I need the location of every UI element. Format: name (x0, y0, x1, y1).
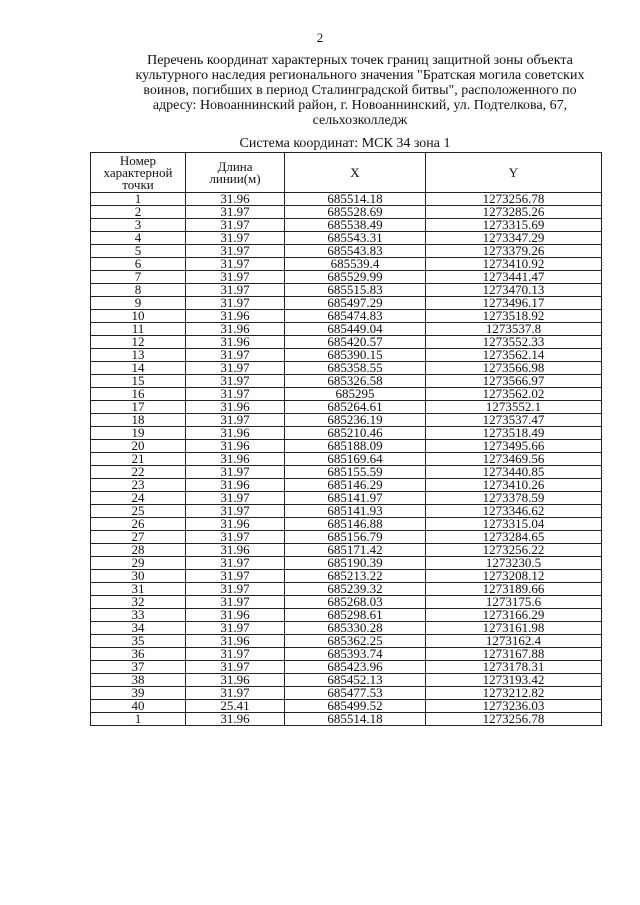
cell-x: 685188.09 (285, 440, 426, 453)
cell-y: 1273208.12 (426, 570, 602, 583)
cell-y: 1273175.6 (426, 596, 602, 609)
table-row (91, 557, 602, 570)
cell-y: 1273285.26 (426, 206, 602, 219)
table-row (91, 310, 602, 323)
cell-y: 1273410.26 (426, 479, 602, 492)
cell-x: 685499.52 (285, 700, 426, 713)
cell-point-number: 36 (91, 648, 186, 661)
cell-y: 1273189.66 (426, 583, 602, 596)
cell-x: 685423.96 (285, 661, 426, 674)
cell-y: 1273256.78 (426, 713, 602, 726)
cell-y: 1273256.22 (426, 544, 602, 557)
cell-point-number: 19 (91, 427, 186, 440)
page-number: 2 (316, 30, 324, 45)
cell-x: 685156.79 (285, 531, 426, 544)
cell-x: 685146.88 (285, 518, 426, 531)
header-y: Y (426, 153, 602, 193)
cell-line-length: 31.96 (186, 427, 285, 440)
header-length-line: Длина (217, 158, 253, 174)
cell-y: 1273469.56 (426, 453, 602, 466)
cell-x: 685169.64 (285, 453, 426, 466)
cell-point-number: 31 (91, 583, 186, 596)
cell-point-number: 12 (91, 336, 186, 349)
cell-point-number: 9 (91, 297, 186, 310)
cell-x: 685236.19 (285, 414, 426, 427)
cell-y: 1273566.98 (426, 362, 602, 375)
table-row (91, 505, 602, 518)
table-row (91, 427, 602, 440)
table-row (91, 700, 602, 713)
header-length-line: линии(м) (209, 170, 261, 186)
table-row (91, 518, 602, 531)
cell-y: 1273346.62 (426, 505, 602, 518)
cell-line-length: 31.97 (186, 505, 285, 518)
cell-line-length: 31.96 (186, 440, 285, 453)
cell-point-number: 4 (91, 232, 186, 245)
cell-x: 685514.18 (285, 713, 426, 726)
cell-x: 685474.83 (285, 310, 426, 323)
cell-line-length: 31.97 (186, 388, 285, 401)
cell-x: 685543.31 (285, 232, 426, 245)
table-row (91, 362, 602, 375)
document-title (100, 53, 620, 128)
cell-point-number: 35 (91, 635, 186, 648)
cell-point-number: 1 (91, 193, 186, 206)
cell-point-number: 29 (91, 557, 186, 570)
cell-line-length: 31.97 (186, 557, 285, 570)
cell-line-length: 31.97 (186, 596, 285, 609)
cell-point-number: 22 (91, 466, 186, 479)
cell-y: 1273178.31 (426, 661, 602, 674)
cell-line-length: 31.97 (186, 219, 285, 232)
table-row (91, 401, 602, 414)
header-point-line: точки (122, 176, 154, 192)
cell-line-length: 31.97 (186, 349, 285, 362)
cell-x: 685529.99 (285, 271, 426, 284)
header-line-length (186, 153, 285, 193)
cell-line-length: 31.96 (186, 713, 285, 726)
cell-point-number: 20 (91, 440, 186, 453)
cell-x: 685190.39 (285, 557, 426, 570)
table-row (91, 388, 602, 401)
cell-line-length: 31.97 (186, 258, 285, 271)
cell-line-length: 31.97 (186, 414, 285, 427)
title-line: культурного наследия регионального значения "Братская могила советских (135, 68, 585, 83)
cell-point-number: 1 (91, 713, 186, 726)
cell-point-number: 2 (91, 206, 186, 219)
cell-x: 685268.03 (285, 596, 426, 609)
cell-point-number: 37 (91, 661, 186, 674)
table-row (91, 245, 602, 258)
cell-point-number: 13 (91, 349, 186, 362)
table-body (91, 193, 602, 726)
cell-point-number: 27 (91, 531, 186, 544)
cell-point-number: 15 (91, 375, 186, 388)
cell-line-length: 31.97 (186, 583, 285, 596)
table-row (91, 297, 602, 310)
cell-y: 1273378.59 (426, 492, 602, 505)
cell-y: 1273162.4 (426, 635, 602, 648)
cell-line-length: 31.97 (186, 375, 285, 388)
cell-x: 685528.69 (285, 206, 426, 219)
cell-x: 685538.49 (285, 219, 426, 232)
cell-line-length: 31.96 (186, 609, 285, 622)
table-row (91, 232, 602, 245)
table-row (91, 713, 602, 726)
header-point-number (91, 153, 186, 193)
cell-y: 1273562.14 (426, 349, 602, 362)
title-line: сельхозколледж (312, 113, 408, 128)
cell-point-number: 26 (91, 518, 186, 531)
title-line: Перечень координат характерных точек границ защитной зоны объекта (147, 53, 573, 68)
cell-point-number: 14 (91, 362, 186, 375)
cell-point-number: 34 (91, 622, 186, 635)
cell-x: 685514.18 (285, 193, 426, 206)
cell-line-length: 31.97 (186, 206, 285, 219)
table-row (91, 635, 602, 648)
table-row (91, 323, 602, 336)
table-row (91, 258, 602, 271)
table-row (91, 622, 602, 635)
cell-line-length: 31.97 (186, 232, 285, 245)
coordinates-table (90, 152, 602, 726)
cell-line-length: 31.96 (186, 479, 285, 492)
table-row (91, 609, 602, 622)
cell-line-length: 31.96 (186, 544, 285, 557)
table-row (91, 492, 602, 505)
cell-x: 685539.4 (285, 258, 426, 271)
cell-y: 1273496.17 (426, 297, 602, 310)
cell-x: 685210.46 (285, 427, 426, 440)
cell-point-number: 7 (91, 271, 186, 284)
cell-x: 685358.55 (285, 362, 426, 375)
cell-point-number: 28 (91, 544, 186, 557)
table-row (91, 674, 602, 687)
cell-y: 1273166.29 (426, 609, 602, 622)
table-row (91, 193, 602, 206)
header-x: X (285, 153, 426, 193)
table-row (91, 661, 602, 674)
cell-x: 685326.58 (285, 375, 426, 388)
cell-y: 1273230.5 (426, 557, 602, 570)
cell-point-number: 17 (91, 401, 186, 414)
cell-y: 1273410.92 (426, 258, 602, 271)
table-row (91, 349, 602, 362)
table-row (91, 414, 602, 427)
table-row (91, 648, 602, 661)
cell-x: 685213.22 (285, 570, 426, 583)
table-row (91, 336, 602, 349)
cell-x: 685155.59 (285, 466, 426, 479)
cell-y: 1273518.92 (426, 310, 602, 323)
cell-y: 1273470.13 (426, 284, 602, 297)
cell-x: 685449.04 (285, 323, 426, 336)
cell-x: 685452.13 (285, 674, 426, 687)
cell-x: 685393.74 (285, 648, 426, 661)
cell-y: 1273537.47 (426, 414, 602, 427)
cell-x: 685515.83 (285, 284, 426, 297)
cell-line-length: 31.96 (186, 310, 285, 323)
cell-line-length: 31.96 (186, 453, 285, 466)
cell-x: 685239.32 (285, 583, 426, 596)
cell-y: 1273379.26 (426, 245, 602, 258)
table-row (91, 219, 602, 232)
table-row (91, 479, 602, 492)
cell-point-number: 33 (91, 609, 186, 622)
cell-y: 1273284.65 (426, 531, 602, 544)
cell-x: 685390.15 (285, 349, 426, 362)
cell-point-number: 38 (91, 674, 186, 687)
cell-y: 1273552.33 (426, 336, 602, 349)
cell-x: 685264.61 (285, 401, 426, 414)
cell-y: 1273236.03 (426, 700, 602, 713)
cell-x: 685497.29 (285, 297, 426, 310)
cell-x: 685141.93 (285, 505, 426, 518)
header-point-line: характерной (103, 164, 173, 180)
cell-point-number: 8 (91, 284, 186, 297)
cell-line-length: 31.96 (186, 518, 285, 531)
title-line: воинов, погибших в период Сталинградской битвы", расположенного по (143, 83, 577, 98)
table-row (91, 544, 602, 557)
cell-point-number: 32 (91, 596, 186, 609)
cell-y: 1273441.47 (426, 271, 602, 284)
cell-y: 1273256.78 (426, 193, 602, 206)
cell-line-length: 31.96 (186, 193, 285, 206)
cell-x: 685298.61 (285, 609, 426, 622)
coordinate-system-label: Система координат: МСК 34 зона 1 (239, 136, 451, 151)
table-row (91, 453, 602, 466)
cell-y: 1273495.66 (426, 440, 602, 453)
table-row (91, 375, 602, 388)
cell-point-number: 21 (91, 453, 186, 466)
cell-y: 1273552.1 (426, 401, 602, 414)
cell-x: 685330.28 (285, 622, 426, 635)
cell-point-number: 6 (91, 258, 186, 271)
cell-point-number: 30 (91, 570, 186, 583)
cell-y: 1273440.85 (426, 466, 602, 479)
table-row (91, 284, 602, 297)
cell-line-length: 31.97 (186, 362, 285, 375)
cell-line-length: 31.97 (186, 531, 285, 544)
cell-y: 1273167.88 (426, 648, 602, 661)
cell-point-number: 40 (91, 700, 186, 713)
cell-x: 685295 (285, 388, 426, 401)
cell-y: 1273562.02 (426, 388, 602, 401)
cell-y: 1273315.04 (426, 518, 602, 531)
cell-y: 1273193.42 (426, 674, 602, 687)
table-row (91, 271, 602, 284)
cell-x: 685543.83 (285, 245, 426, 258)
table-row (91, 583, 602, 596)
cell-line-length: 31.96 (186, 336, 285, 349)
table-row (91, 570, 602, 583)
cell-line-length: 31.96 (186, 635, 285, 648)
title-line: адресу: Новоаннинский район, г. Новоаннинский, ул. Подтелкова, 67, (152, 98, 568, 113)
cell-x: 685171.42 (285, 544, 426, 557)
cell-line-length: 31.96 (186, 323, 285, 336)
cell-line-length: 31.97 (186, 297, 285, 310)
cell-line-length: 31.97 (186, 570, 285, 583)
cell-line-length: 31.97 (186, 466, 285, 479)
cell-point-number: 25 (91, 505, 186, 518)
cell-y: 1273212.82 (426, 687, 602, 700)
cell-x: 685141.97 (285, 492, 426, 505)
table-row (91, 466, 602, 479)
cell-line-length: 31.97 (186, 284, 285, 297)
cell-point-number: 3 (91, 219, 186, 232)
cell-point-number: 10 (91, 310, 186, 323)
table-row (91, 687, 602, 700)
cell-line-length: 31.97 (186, 661, 285, 674)
table-row (91, 440, 602, 453)
table-row (91, 206, 602, 219)
cell-line-length: 31.97 (186, 622, 285, 635)
cell-point-number: 39 (91, 687, 186, 700)
cell-y: 1273315.69 (426, 219, 602, 232)
cell-line-length: 31.97 (186, 492, 285, 505)
cell-point-number: 24 (91, 492, 186, 505)
cell-x: 685362.25 (285, 635, 426, 648)
cell-line-length: 31.96 (186, 401, 285, 414)
cell-y: 1273566.97 (426, 375, 602, 388)
cell-line-length: 31.97 (186, 648, 285, 661)
cell-x: 685420.57 (285, 336, 426, 349)
header-point-line: Номер (119, 152, 157, 168)
table-row (91, 596, 602, 609)
cell-y: 1273518.49 (426, 427, 602, 440)
table-row (91, 531, 602, 544)
cell-point-number: 11 (91, 323, 186, 336)
table-header-row (91, 153, 602, 193)
cell-line-length: 31.97 (186, 271, 285, 284)
cell-point-number: 23 (91, 479, 186, 492)
cell-x: 685477.53 (285, 687, 426, 700)
cell-line-length: 31.97 (186, 245, 285, 258)
cell-y: 1273537.8 (426, 323, 602, 336)
cell-line-length: 25.41 (186, 700, 285, 713)
cell-point-number: 5 (91, 245, 186, 258)
cell-line-length: 31.96 (186, 674, 285, 687)
cell-point-number: 18 (91, 414, 186, 427)
cell-point-number: 16 (91, 388, 186, 401)
cell-line-length: 31.97 (186, 687, 285, 700)
cell-y: 1273347.29 (426, 232, 602, 245)
cell-x: 685146.29 (285, 479, 426, 492)
cell-y: 1273161.98 (426, 622, 602, 635)
